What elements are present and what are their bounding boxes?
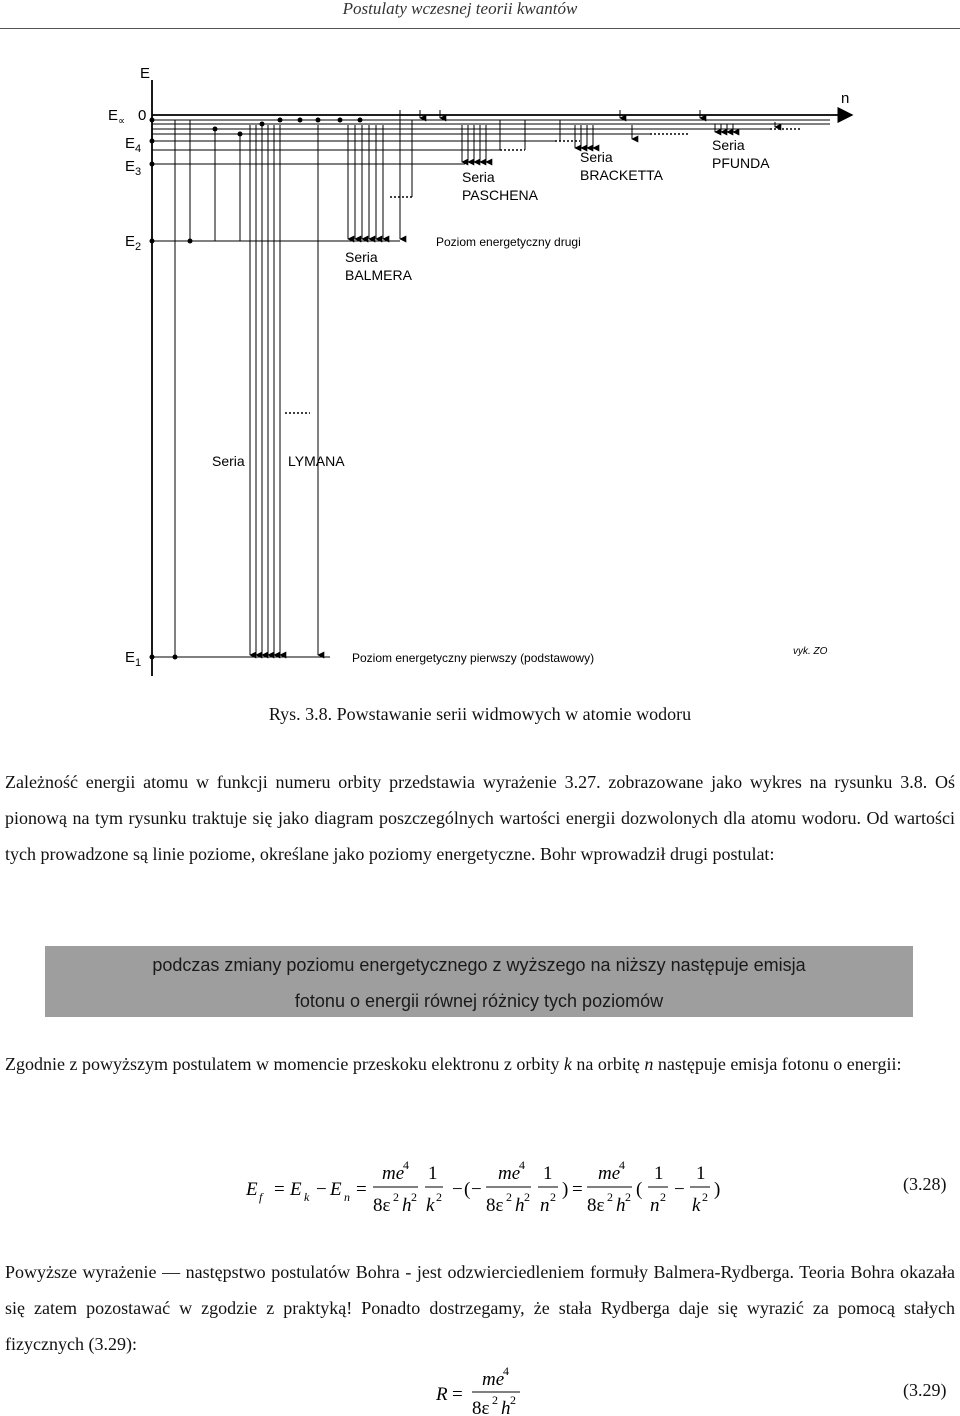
svg-text:f: f — [259, 1190, 263, 1204]
level-e4-label: $E_4$ — [125, 135, 142, 155]
svg-text:1: 1 — [696, 1163, 706, 1184]
series-balmer-label: Seria BALMERA — [345, 249, 412, 283]
svg-text:2: 2 — [607, 1190, 613, 1204]
svg-text:−: − — [471, 1179, 482, 1200]
figure-caption: Rys. 3.8. Powstawanie serii widmowych w atomie wodoru — [268, 704, 692, 724]
svg-text:4: 4 — [503, 1364, 509, 1378]
level-e3-label: $E_3$ — [125, 158, 142, 178]
axis-e-label: E — [140, 65, 151, 82]
series-paschen-label: Seria PASCHENA — [462, 169, 538, 203]
svg-text:h: h — [402, 1195, 412, 1216]
equation-number-3-28: (3.28) — [903, 1174, 947, 1194]
svg-text:2: 2 — [702, 1190, 708, 1204]
axis-n-label: n — [841, 90, 850, 107]
svg-text:k: k — [304, 1190, 310, 1204]
svg-text:me: me — [382, 1163, 405, 1184]
svg-text:me: me — [498, 1163, 521, 1184]
svg-text:1: 1 — [654, 1163, 664, 1184]
equation-3-29 — [430, 1364, 540, 1416]
svg-text:h: h — [501, 1398, 511, 1416]
svg-text:me: me — [598, 1163, 621, 1184]
level-e2-label: $E_2$ — [125, 233, 142, 253]
svg-text:4: 4 — [519, 1158, 525, 1172]
svg-text:2: 2 — [510, 1393, 516, 1407]
level-zero-label: 0 — [138, 107, 147, 124]
header-rule — [0, 28, 960, 29]
svg-text:=: = — [274, 1179, 285, 1200]
svg-text:E: E — [246, 1179, 258, 1200]
svg-text:2: 2 — [411, 1190, 417, 1204]
svg-text:h: h — [616, 1195, 626, 1216]
level-second-label: Poziom energetyczny drugi — [436, 235, 581, 249]
svg-text:n: n — [650, 1195, 660, 1216]
svg-text:8ε: 8ε — [472, 1398, 490, 1416]
svg-text:k: k — [426, 1195, 435, 1216]
paragraph-transition-text-a: Zgodnie z powyższym postulatem w momencie przeskoku elektronu z orbity — [5, 1054, 564, 1074]
svg-text:2: 2 — [524, 1190, 530, 1204]
svg-text:2: 2 — [393, 1190, 399, 1204]
svg-text:8ε: 8ε — [486, 1195, 504, 1216]
svg-text:1: 1 — [428, 1163, 438, 1184]
svg-text:=: = — [572, 1179, 583, 1200]
svg-text:2: 2 — [625, 1190, 631, 1204]
svg-text:2: 2 — [506, 1190, 512, 1204]
equation-number-3-29: (3.29) — [903, 1380, 947, 1400]
svg-text:=: = — [356, 1179, 367, 1200]
paragraph-transition-text-b: na orbitę — [571, 1054, 645, 1074]
paragraph-transition — [5, 1046, 955, 1082]
svg-text:2: 2 — [660, 1190, 666, 1204]
svg-text:2: 2 — [492, 1393, 498, 1407]
svg-text:1: 1 — [543, 1163, 553, 1184]
series-lyman-label-1: Seria — [212, 453, 245, 469]
svg-text:2: 2 — [436, 1190, 442, 1204]
series-lyman-label-2: LYMANA — [288, 453, 345, 469]
svg-text:): ) — [714, 1179, 721, 1200]
svg-text:4: 4 — [403, 1158, 409, 1172]
svg-text:−: − — [316, 1179, 327, 1200]
svg-text:−: − — [674, 1179, 685, 1200]
svg-text:8ε: 8ε — [587, 1195, 605, 1216]
author-sign: vyk. ZO — [793, 646, 828, 657]
svg-text:E: E — [290, 1179, 302, 1200]
series-pfund-label: Seria PFUNDA — [712, 137, 770, 171]
level-e1-label: $E_1$ — [125, 649, 142, 669]
orbit-k: k — [563, 1054, 572, 1074]
svg-text:k: k — [692, 1195, 701, 1216]
svg-text:(: ( — [636, 1179, 643, 1200]
series-brackett-label: Seria BRACKETTA — [580, 149, 663, 183]
page-header — [0, 0, 960, 30]
paragraph-intro: Zależność energii atomu w funkcji numeru orbity przedstawia wyrażenie 3.27. zobrazowane jako wykres na rysunku 3.8. Oś pionową na tym rysunku traktuje się jako diagram poszczególnych wartości energii dozwolonych dla atomu wodoru. Od wartości tych prowadzone są linie poziome, określane jako poziomy energetyczne. Bohr wprowadził drugi postulat: — [5, 772, 955, 864]
paragraph-transition-text-c: następuje emisja fotonu o energii: — [653, 1054, 902, 1074]
svg-text:h: h — [515, 1195, 525, 1216]
svg-text:−: − — [452, 1179, 463, 1200]
svg-text:E: E — [330, 1179, 342, 1200]
postulate-line-1: podczas zmiany poziomu energetycznego z wyższego na niższy następuje emisja — [152, 955, 806, 975]
svg-text:=: = — [452, 1384, 463, 1405]
equation-3-28 — [240, 1155, 740, 1225]
postulate-box — [45, 946, 913, 1017]
svg-text:R: R — [436, 1384, 448, 1405]
svg-text:n: n — [540, 1195, 550, 1216]
running-title: Postulaty wczesnej teorii kwantów — [342, 0, 578, 18]
svg-text:(: ( — [464, 1179, 471, 1200]
energy-level-diagram — [0, 40, 960, 690]
svg-text:2: 2 — [550, 1190, 556, 1204]
orbit-n: n — [644, 1054, 654, 1074]
postulate-line-2: fotonu o energii równej różnicy tych poziomów — [294, 991, 664, 1011]
level-first-label: Poziom energetyczny pierwszy (podstawowy) — [352, 651, 595, 665]
svg-text:4: 4 — [619, 1158, 625, 1172]
svg-text:8ε: 8ε — [373, 1195, 391, 1216]
paragraph-conclusion: Powyższe wyrażenie — następstwo postulatów Bohra - jest odzwierciedleniem formuły Balmera-Rydberga. Teoria Bohra okazała się zatem pozostawać w zgodzie z praktyką! Ponadto dostrzegamy, że stała Rydberga daje się wyrazić za pomocą stałych fizycznych (3.29): — [5, 1262, 955, 1354]
svg-text:n: n — [344, 1190, 350, 1204]
level-e-inf-label: $E_\propto$ — [108, 107, 126, 127]
svg-text:): ) — [562, 1179, 569, 1200]
svg-text:me: me — [482, 1369, 505, 1390]
